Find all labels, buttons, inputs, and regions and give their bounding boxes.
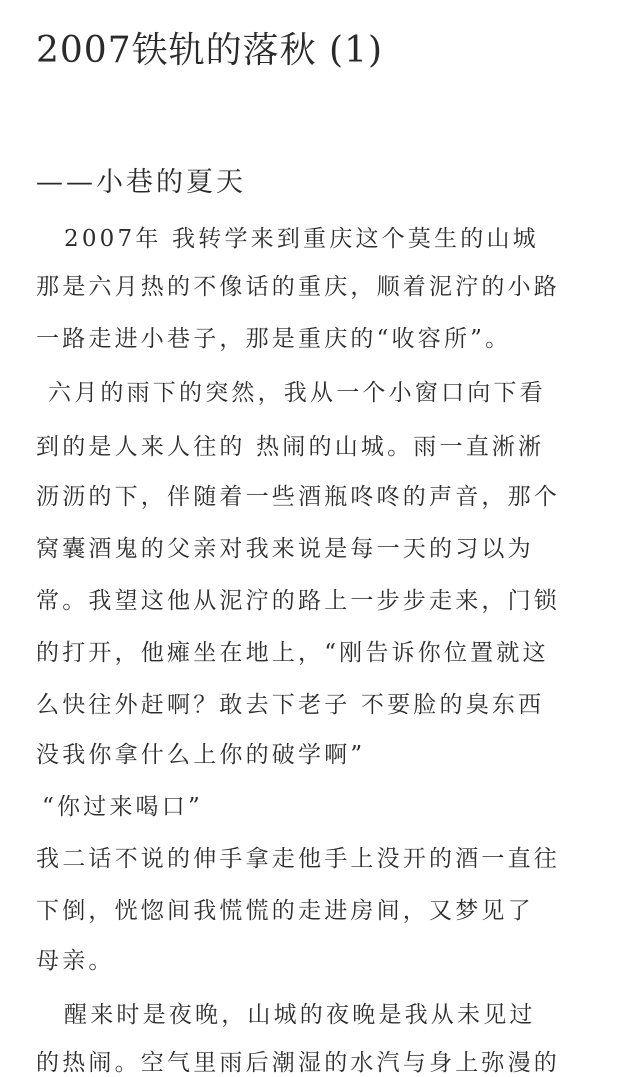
- paragraph-line: “你过来喝口”: [42, 794, 203, 820]
- paragraph-line: 下倒，恍惚间我慌慌的走进房间，又梦见了: [36, 898, 534, 924]
- paragraph-line: 的热闹。空气里雨后潮湿的水汽与身上弥漫的: [36, 1050, 560, 1076]
- document-title: 2007铁轨的落秋 (1): [36, 30, 384, 71]
- paragraph-line: 那是六月热的不像话的重庆，顺着泥泞的小路: [36, 274, 560, 300]
- paragraph-line: 沥沥的下，伴随着一些酒瓶咚咚的声音，那个: [36, 484, 560, 510]
- paragraph-line: 的打开，他瘫坐在地上，“刚告诉你位置就这: [36, 640, 549, 666]
- paragraph-line: 到的是人来人往的 热闹的山城。雨一直淅淅: [36, 434, 545, 460]
- paragraph-line: 一路走进小巷子，那是重庆的“收容所”。: [36, 326, 512, 352]
- paragraph-line: 没我你拿什么上你的破学啊”: [36, 742, 366, 768]
- paragraph-line: 母亲。: [36, 948, 115, 974]
- document-subtitle: ——小巷的夏天: [36, 167, 246, 198]
- paragraph-line: 常。我望这他从泥泞的路上一步步走来，门锁: [36, 588, 560, 614]
- paragraph-line: 2007年 我转学来到重庆这个莫生的山城: [64, 226, 539, 252]
- paragraph-line: 么快往外赶啊？敢去下老子 不要脸的臭东西: [36, 692, 545, 718]
- paragraph-line: 六月的雨下的突然，我从一个小窗口向下看: [48, 380, 546, 406]
- paragraph-line: 窝囊酒鬼的父亲对我来说是每一天的习以为: [36, 536, 534, 562]
- paragraph-line: 我二话不说的伸手拿走他手上没开的酒一直往: [36, 846, 560, 872]
- paragraph-line: 醒来时是夜晚，山城的夜晚是我从未见过: [64, 1002, 536, 1028]
